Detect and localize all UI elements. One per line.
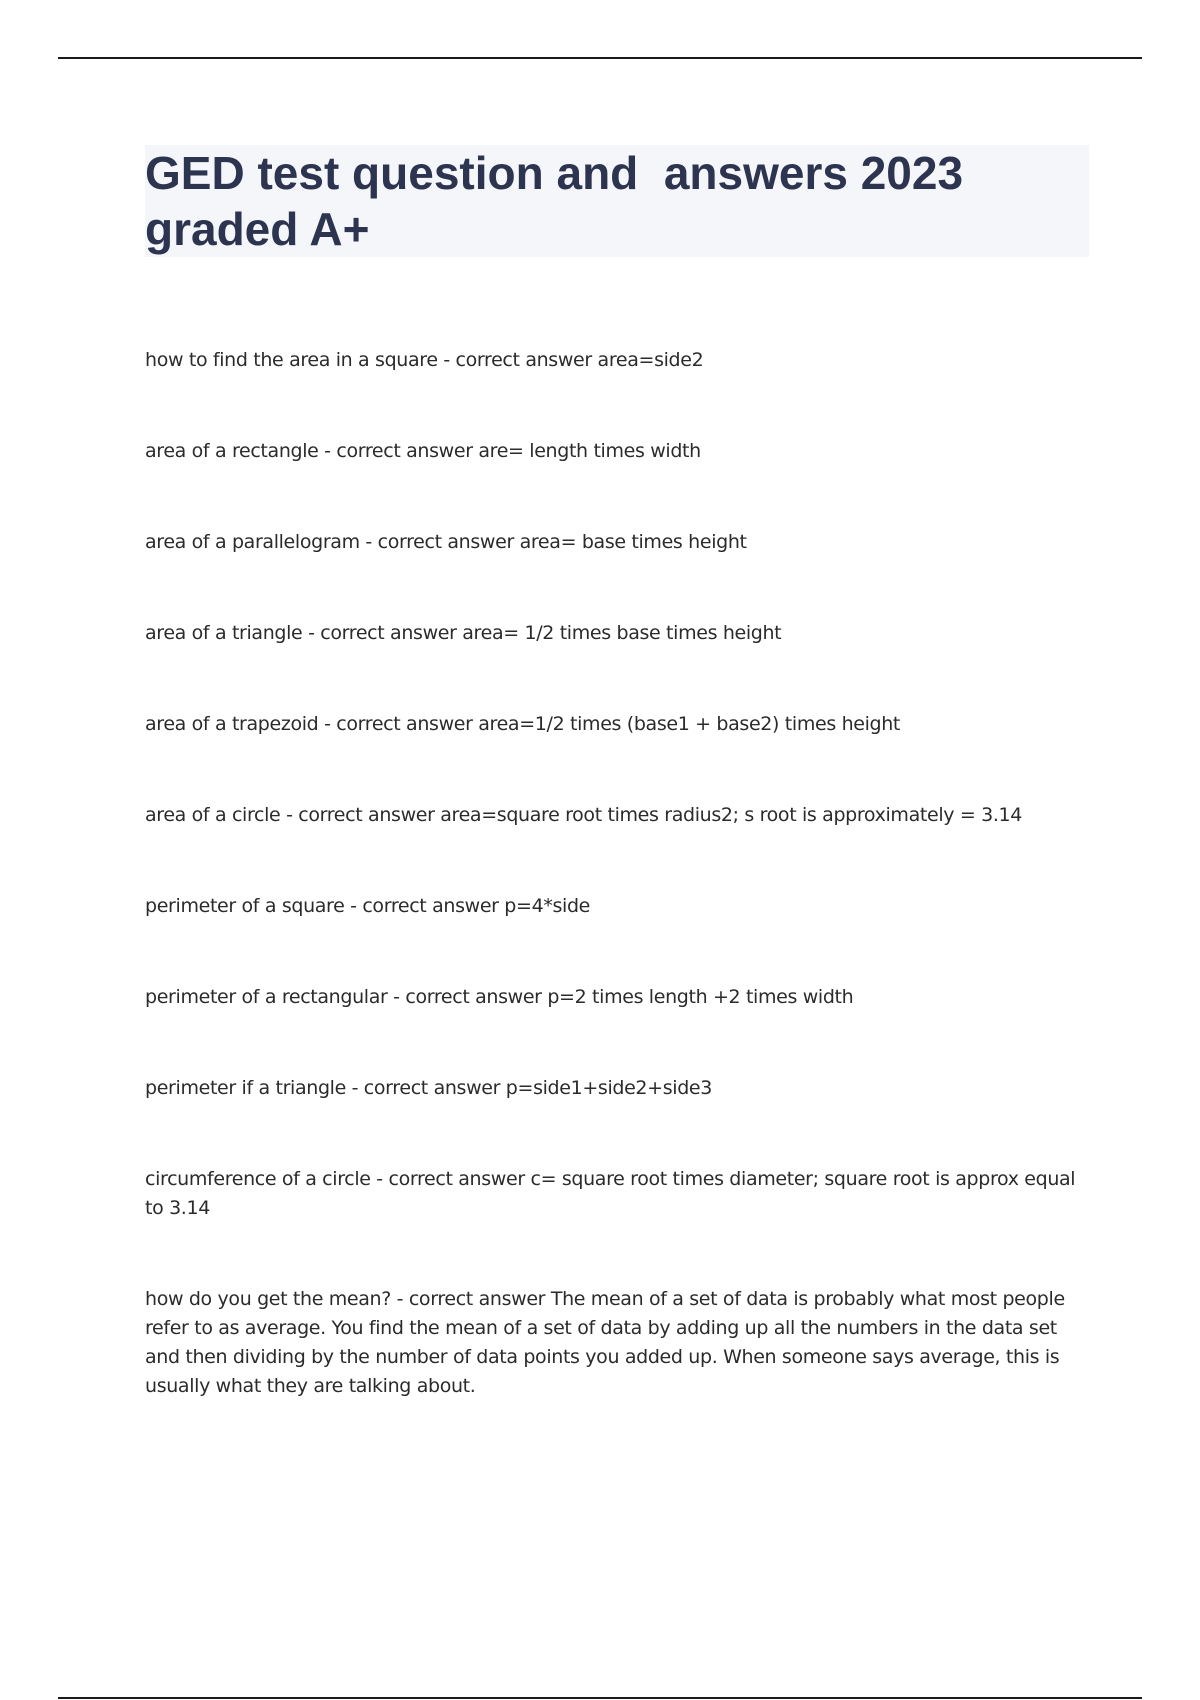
- document-title: GED test question and answers 2023 graded A+: [145, 147, 976, 255]
- title-block: [145, 145, 1089, 257]
- qa-item: area of a circle - correct answer area=square root times radius2; s root is approximately = 3.14: [145, 804, 1022, 826]
- qa-item: perimeter of a square - correct answer p=4*side: [145, 895, 591, 917]
- qa-item: area of a triangle - correct answer area= 1/2 times base times height: [145, 622, 782, 644]
- qa-item: perimeter if a triangle - correct answer p=side1+side2+side3: [145, 1077, 713, 1099]
- qa-item: area of a rectangle - correct answer are= length times width: [145, 440, 701, 462]
- qa-item: how to find the area in a square - correct answer area=side2: [145, 349, 704, 371]
- qa-item: circumference of a circle - correct answer c= square root times diameter; square root is approx equal to 3.14: [145, 1168, 1076, 1219]
- bottom-rule: [58, 1697, 1142, 1699]
- qa-item: how do you get the mean? - correct answer The mean of a set of data is probably what most people refer to as average. You find the mean of a set of data by adding up all the numbers in the data set and then dividing by the number of data points you added up. When someone says average, this is usually what they are talking about.: [145, 1288, 1065, 1397]
- top-rule: [58, 57, 1142, 59]
- qa-item: perimeter of a rectangular - correct answer p=2 times length +2 times width: [145, 986, 854, 1008]
- qa-item: area of a trapezoid - correct answer area=1/2 times (base1 + base2) times height: [145, 713, 901, 735]
- qa-item: area of a parallelogram - correct answer area= base times height: [145, 531, 747, 553]
